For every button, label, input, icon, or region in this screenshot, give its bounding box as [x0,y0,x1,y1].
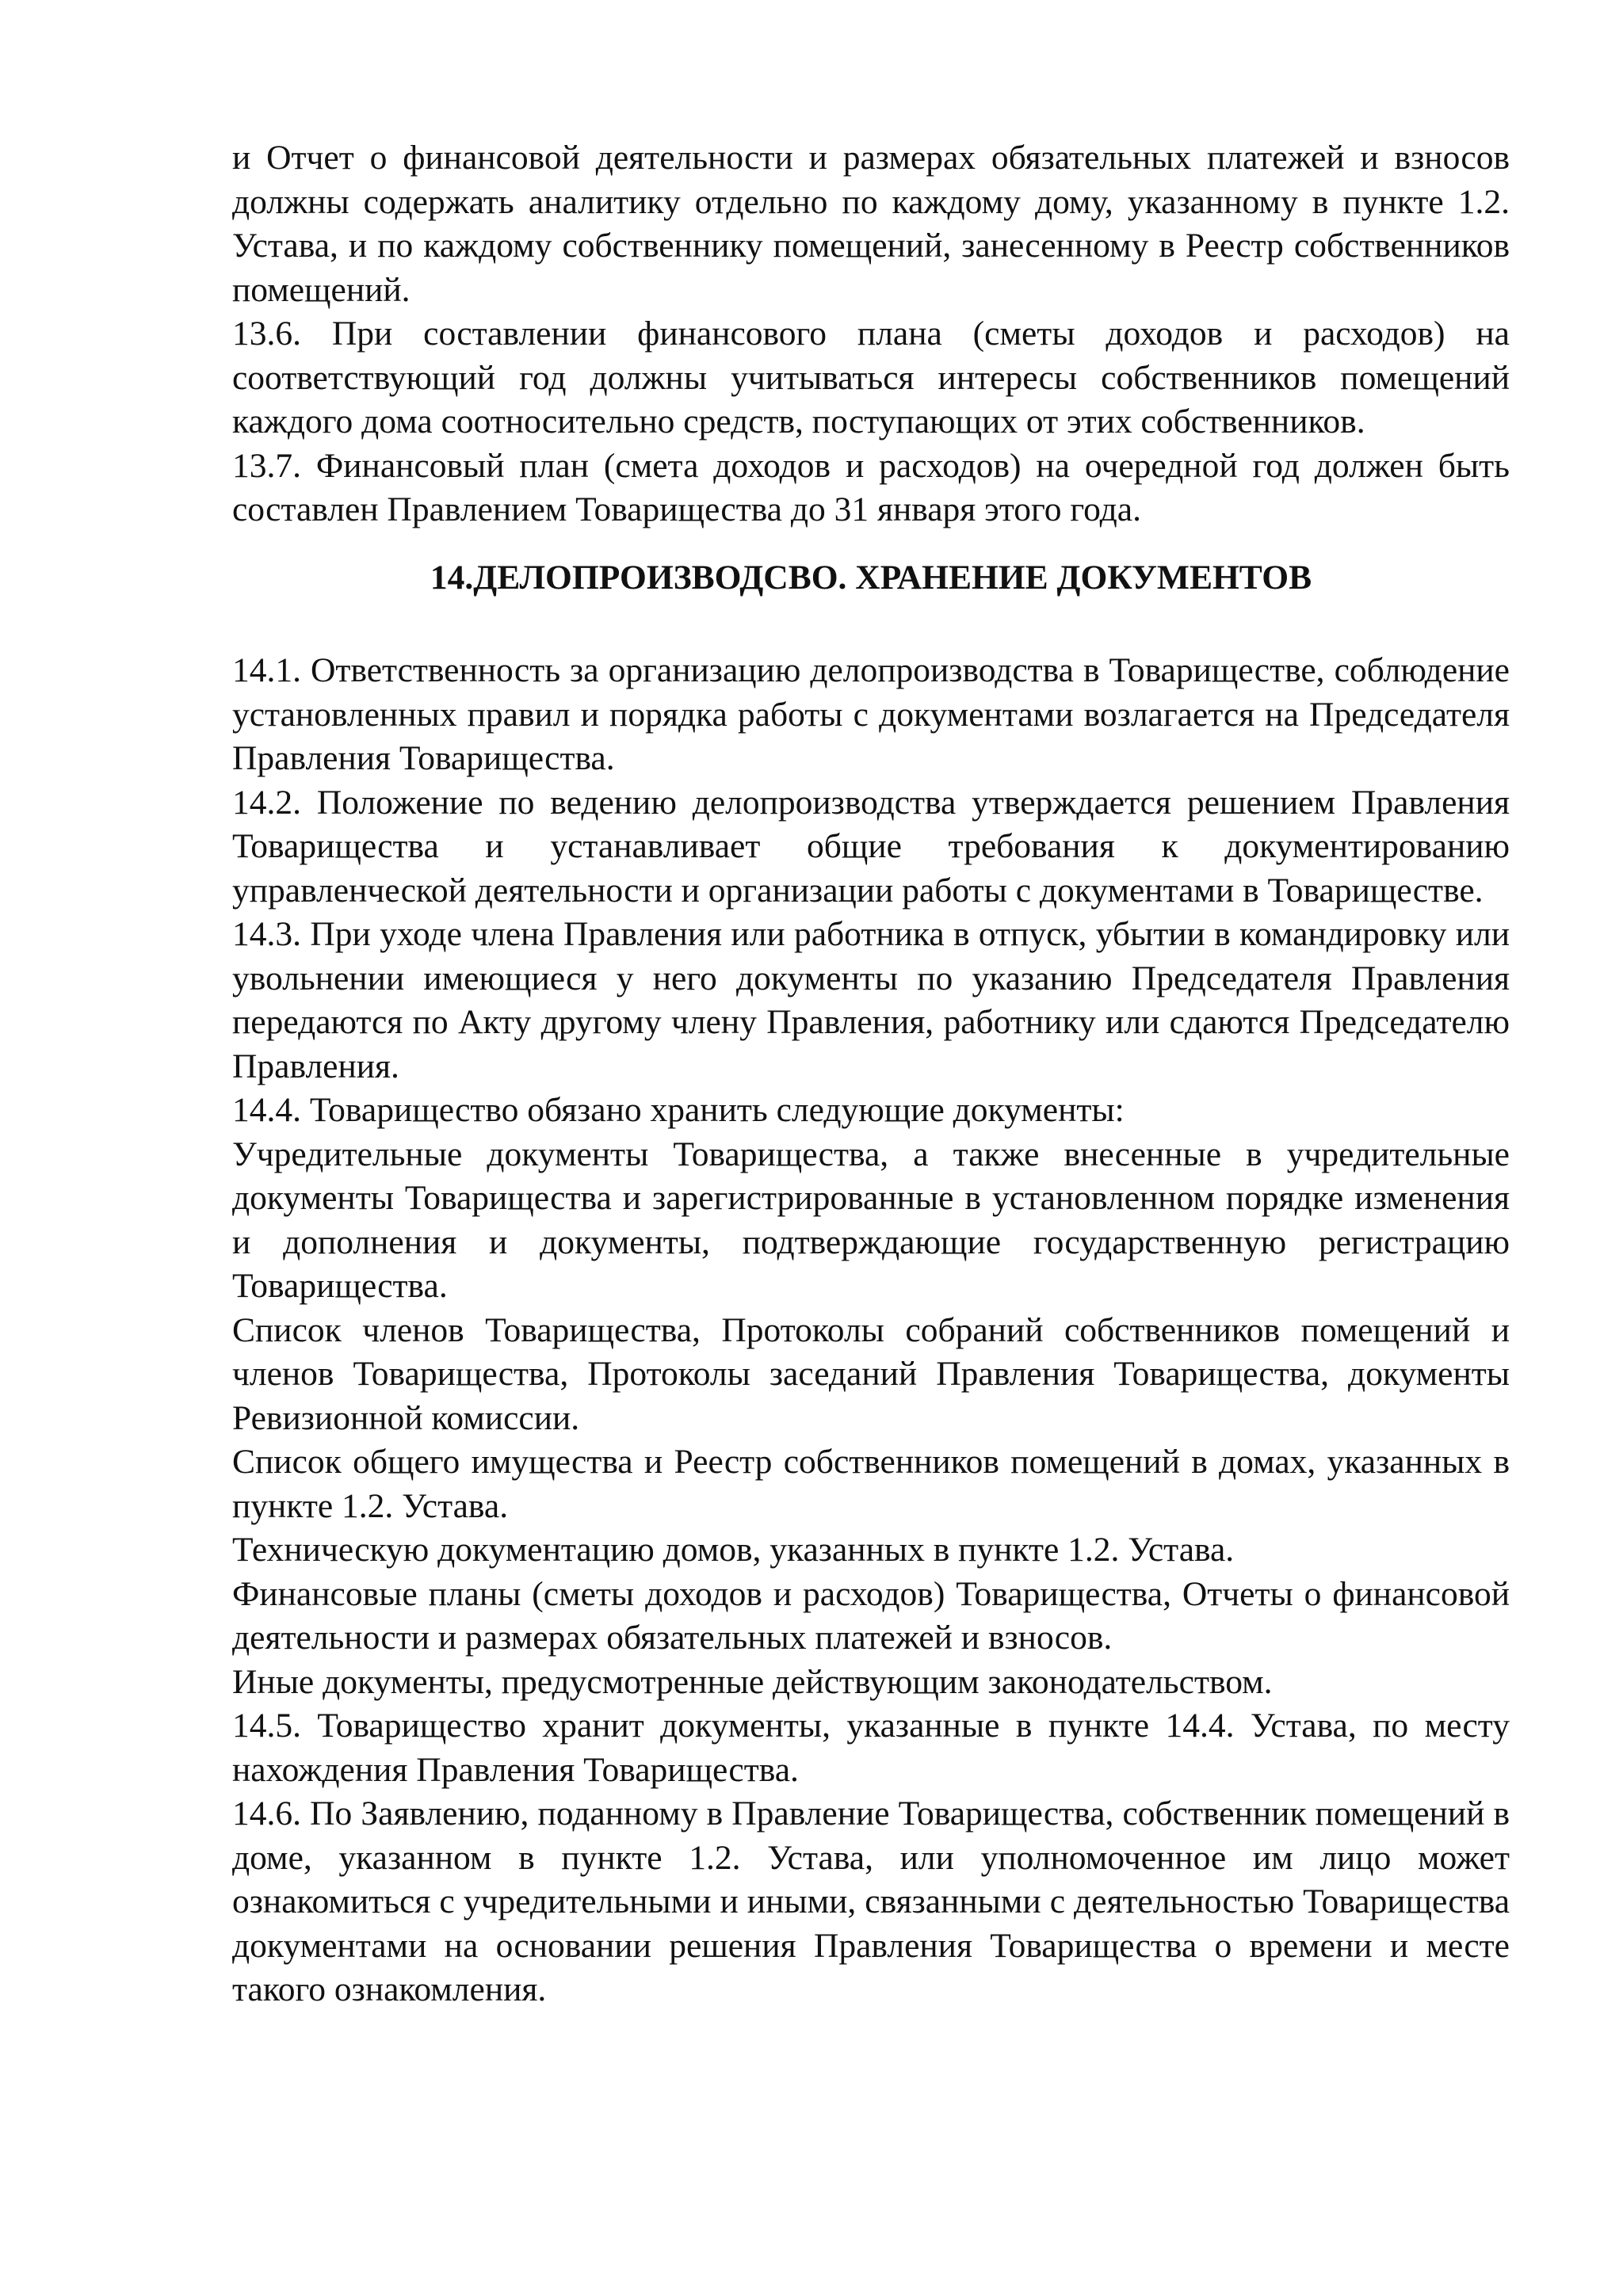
paragraph-14-6: 14.6. По Заявлению, поданному в Правление Товарищества, собственник помещений в доме, указанном в пункте 1.2. Устава, или уполномоченное им лицо может ознакомиться с учредительными и иными, связанными с деятельностью Товарищества документами на основании решения Правления Товарищества о времени и месте такого ознакомления. [232,1794,1510,2008]
document-body [232,136,1510,2012]
paragraph-13-7: 13.7. Финансовый план (смета доходов и расходов) на очередной год должен быть составлен Правлением Товарищества до 31 января этого года. [232,446,1510,528]
paragraph-14-2: 14.2. Положение по ведению делопроизводства утверждается решением Правления Товарищества и устанавливает общие требования к документированию управленческой деятельности и организации работы с документами в Товариществе. [232,783,1510,910]
paragraph-14-4-item-other-docs: Иные документы, предусмотренные действующим законодательством. [232,1662,1273,1701]
paragraph-14-5: 14.5. Товарищество хранит документы, указанные в пункте 14.4. Устава, по месту нахождения Правления Товарищества. [232,1707,1510,1789]
section-14-heading: 14.ДЕЛОПРОИЗВОДСВО. ХРАНЕНИЕ ДОКУМЕНТОВ [430,558,1312,597]
paragraph-14-3: 14.3. При уходе члена Правления или работника в отпуск, убытии в командировку или увольнении имеющиеся у него документы по указанию Председателя Правления передаются по Акту другому члену Правления, работнику или сдаются Председателю Правления. [232,915,1510,1085]
paragraph-14-4-item-financial-plans: Финансовые планы (сметы доходов и расходов) Товарищества, Отчеты о финансовой деятельности и размерах обязательных платежей и взносов. [232,1574,1510,1657]
paragraph-14-1: 14.1. Ответственность за организацию делопроизводства в Товариществе, соблюдение установленных правил и порядка работы с документами возлагается на Председателя Правления Товарищества. [232,651,1510,777]
paragraph-14-4-item-technical-docs: Техническую документацию домов, указанных в пункте 1.2. Устава. [232,1531,1235,1569]
paragraph-14-4-item-members-list: Список членов Товарищества, Протоколы собраний собственников помещений и членов Товарищества, Протоколы заседаний Правления Товарищества, документы Ревизионной комиссии. [232,1310,1510,1437]
paragraph-14-4-item-founding-documents: Учредительные документы Товарищества, а также внесенные в учредительные документы Товарищества и зарегистрированные в установленном порядке изменения и дополнения и документы, подтверждающие государственную регистрацию Товарищества. [232,1135,1510,1305]
paragraph-14-4: 14.4. Товарищество обязано хранить следующие документы: [232,1091,1125,1129]
paragraph-13-6: 13.6. При составлении финансового плана (сметы доходов и расходов) на соответствующий год должны учитываться интересы собственников помещений каждого дома соотносительно средств, поступающих от этих собственников. [232,315,1510,441]
paragraph-14-4-item-property-list: Список общего имущества и Реестр собственников помещений в домах, указанных в пункте 1.2. Устава. [232,1443,1510,1525]
paragraph-13-5-continuation: и Отчет о финансовой деятельности и размерах обязательных платежей и взносов должны содержать аналитику отдельно по каждому дому, указанному в пункте 1.2. Устава, и по каждому собственнику помещений, занесенному в Реестр собственников помещений. [232,139,1510,309]
